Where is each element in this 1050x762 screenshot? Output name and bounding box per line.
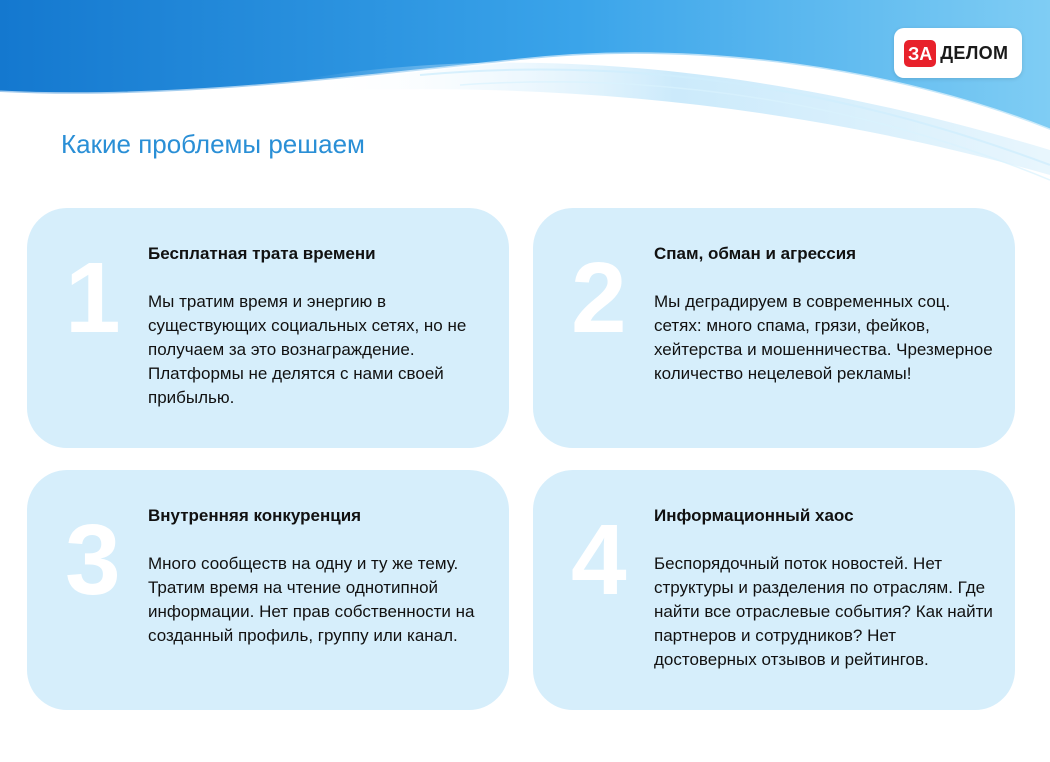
card-body: Мы деградируем в современных соц. сетях: много спама, грязи, фейков, хейтерства и мошенничества. Чрезмерное количество нецелевой рекламы!: [654, 292, 993, 383]
page-title: Какие проблемы решаем: [61, 129, 365, 159]
card-body: Беспорядочный поток новостей. Нет структуры и разделения по отраслям. Где найти все отраслевые события? Как найти партнеров и сотрудников? Нет достоверных отзывов и рейтингов.: [654, 554, 993, 669]
problem-card-4: [533, 470, 1015, 710]
problem-card-1: [27, 208, 509, 448]
problem-card-2: [533, 208, 1015, 448]
card-body: Мы тратим время и энергию в существующих социальных сетях, но не получаем за это вознаграждение. Платформы не делятся с нами своей прибылью.: [148, 292, 467, 407]
card-number: 2: [571, 242, 627, 354]
card-title: Спам, обман и агрессия: [654, 244, 857, 263]
card-title: Внутренняя конкуренция: [148, 506, 362, 525]
card-number: 4: [571, 504, 627, 616]
card-number: 1: [65, 242, 121, 354]
card-title: Бесплатная трата времени: [148, 244, 376, 263]
card-body: Много сообществ на одну и ту же тему. Тратим время на чтение однотипной информации. Нет прав собственности на созданный профиль, группу или канал.: [148, 554, 475, 645]
logo[interactable]: [894, 28, 1022, 78]
problem-card-3: [27, 470, 509, 710]
header-wave-decoration: [0, 0, 1050, 200]
logo-badge: ЗА: [904, 40, 936, 67]
card-title: Информационный хаос: [654, 506, 854, 525]
logo-text: ДЕЛОМ: [940, 42, 1009, 63]
card-number: 3: [65, 504, 121, 616]
